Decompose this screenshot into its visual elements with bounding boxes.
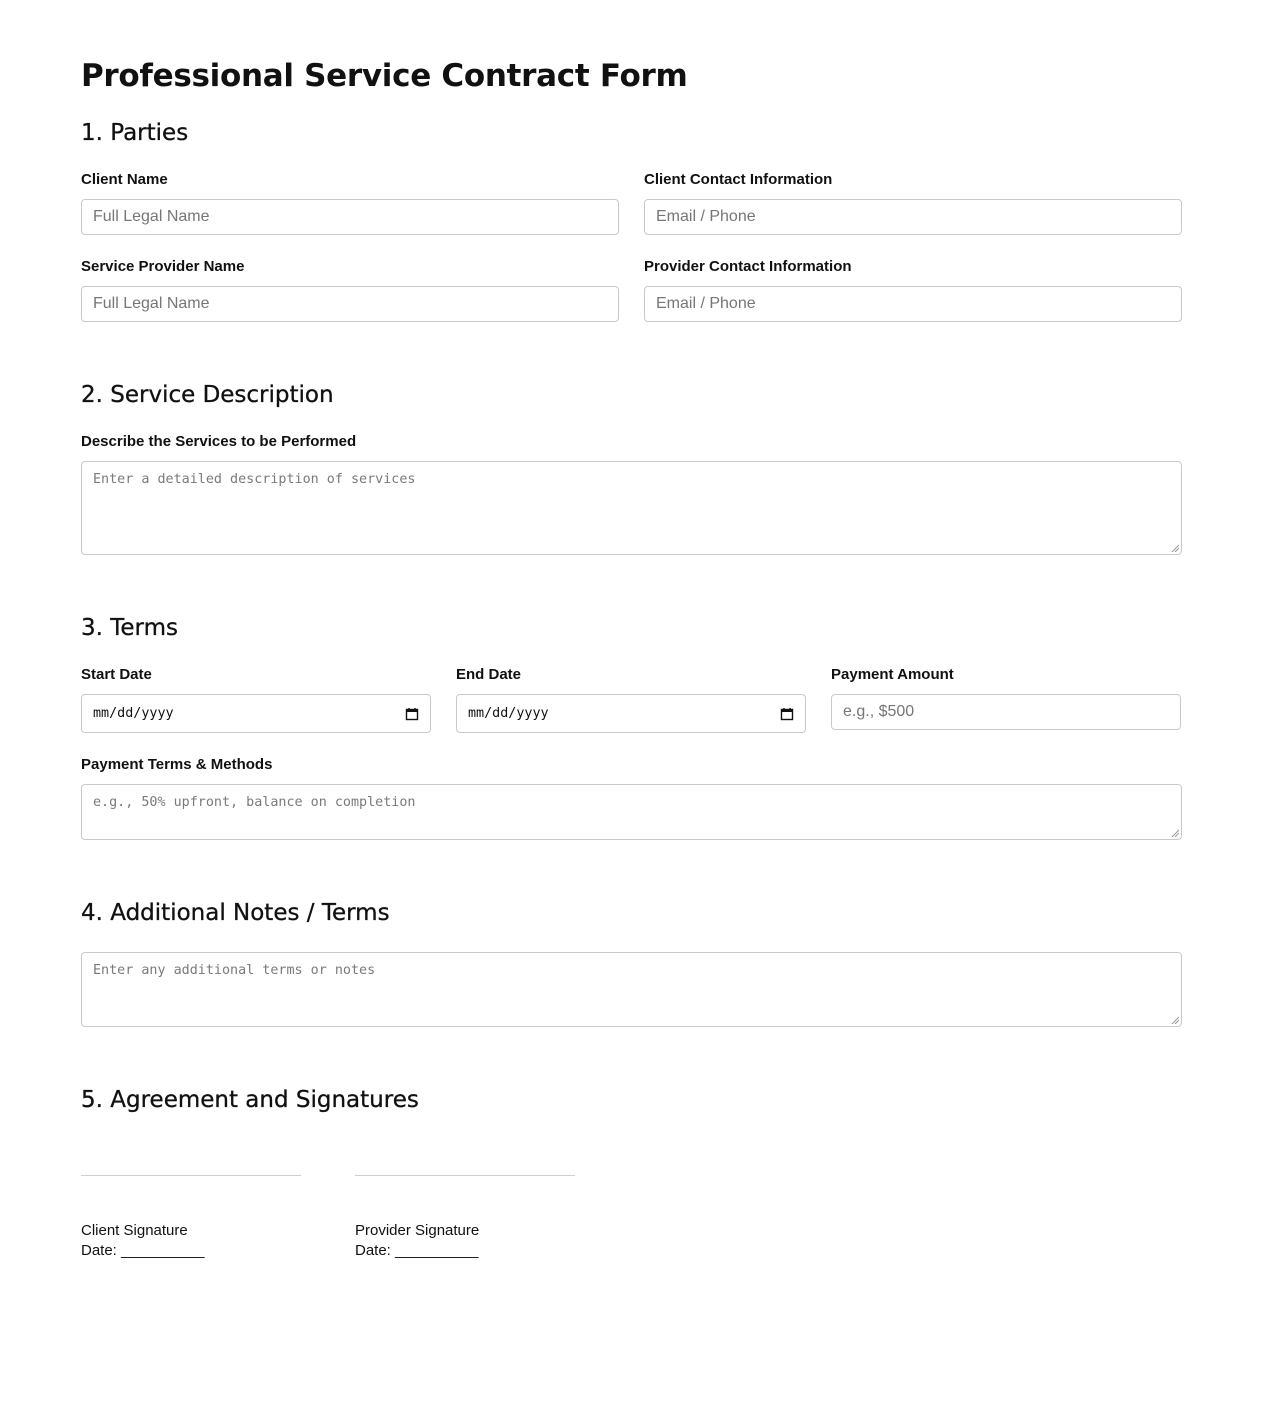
additional-notes-placeholder: Enter any additional terms or notes (93, 963, 376, 978)
end-date-placeholder: mm/dd/yyyy (468, 706, 549, 721)
section-heading-service: 2. Service Description (81, 382, 334, 408)
additional-notes-textarea[interactable] (81, 952, 1182, 1027)
calendar-icon[interactable] (405, 707, 419, 721)
service-description-label: Describe the Services to be Performed (81, 433, 357, 450)
terms-grid (81, 665, 1181, 733)
service-description-placeholder: Enter a detailed description of services (93, 472, 416, 487)
client-name-input[interactable] (81, 199, 619, 235)
client-name-group (81, 170, 619, 235)
page-title: Professional Service Contract Form (81, 58, 688, 94)
client-contact-label: Client Contact Information (644, 171, 833, 188)
payment-amount-placeholder: e.g., $500 (843, 703, 915, 720)
start-date-label: Start Date (81, 666, 152, 683)
provider-contact-label: Provider Contact Information (644, 258, 852, 275)
section-heading-notes: 4. Additional Notes / Terms (81, 900, 390, 926)
end-date-input[interactable] (456, 694, 806, 733)
client-contact-input[interactable] (644, 199, 1182, 235)
client-signature-block (81, 1175, 301, 1261)
provider-name-label: Service Provider Name (81, 258, 245, 275)
resize-handle-icon[interactable] (1171, 544, 1179, 552)
calendar-icon[interactable] (780, 707, 794, 721)
start-date-group (81, 665, 431, 733)
provider-contact-input[interactable] (644, 286, 1182, 322)
section-heading-terms: 3. Terms (81, 615, 178, 641)
payment-terms-placeholder: e.g., 50% upfront, balance on completion (93, 795, 416, 810)
payment-amount-group (831, 665, 1181, 733)
provider-name-group (81, 257, 619, 322)
provider-name-placeholder: Full Legal Name (93, 295, 210, 312)
service-description-textarea[interactable] (81, 461, 1182, 555)
payment-amount-input[interactable] (831, 694, 1181, 730)
provider-contact-group (644, 257, 1182, 322)
resize-handle-icon[interactable] (1171, 1016, 1179, 1024)
provider-contact-placeholder: Email / Phone (656, 295, 756, 312)
client-name-label: Client Name (81, 171, 168, 188)
provider-name-input[interactable] (81, 286, 619, 322)
end-date-label: End Date (456, 666, 522, 683)
payment-amount-label: Payment Amount (831, 666, 954, 683)
client-signature-line[interactable] (81, 1175, 301, 1176)
section-heading-parties: 1. Parties (81, 120, 189, 146)
start-date-placeholder: mm/dd/yyyy (93, 706, 174, 721)
resize-handle-icon[interactable] (1171, 829, 1179, 837)
start-date-input[interactable] (81, 694, 431, 733)
client-signature-label: Client Signature (81, 1222, 188, 1239)
client-contact-placeholder: Email / Phone (656, 208, 756, 225)
end-date-group (456, 665, 806, 733)
client-name-placeholder: Full Legal Name (93, 208, 210, 225)
client-signature-date: Date: __________ (81, 1242, 205, 1259)
provider-signature-date: Date: __________ (355, 1242, 479, 1259)
provider-signature-line[interactable] (355, 1175, 575, 1176)
payment-terms-label: Payment Terms & Methods (81, 756, 273, 773)
provider-signature-block (355, 1175, 575, 1261)
client-contact-group (644, 170, 1182, 235)
parties-grid (81, 170, 1182, 322)
provider-signature-label: Provider Signature (355, 1222, 480, 1239)
section-heading-signatures: 5. Agreement and Signatures (81, 1087, 419, 1113)
payment-terms-textarea[interactable] (81, 784, 1182, 840)
